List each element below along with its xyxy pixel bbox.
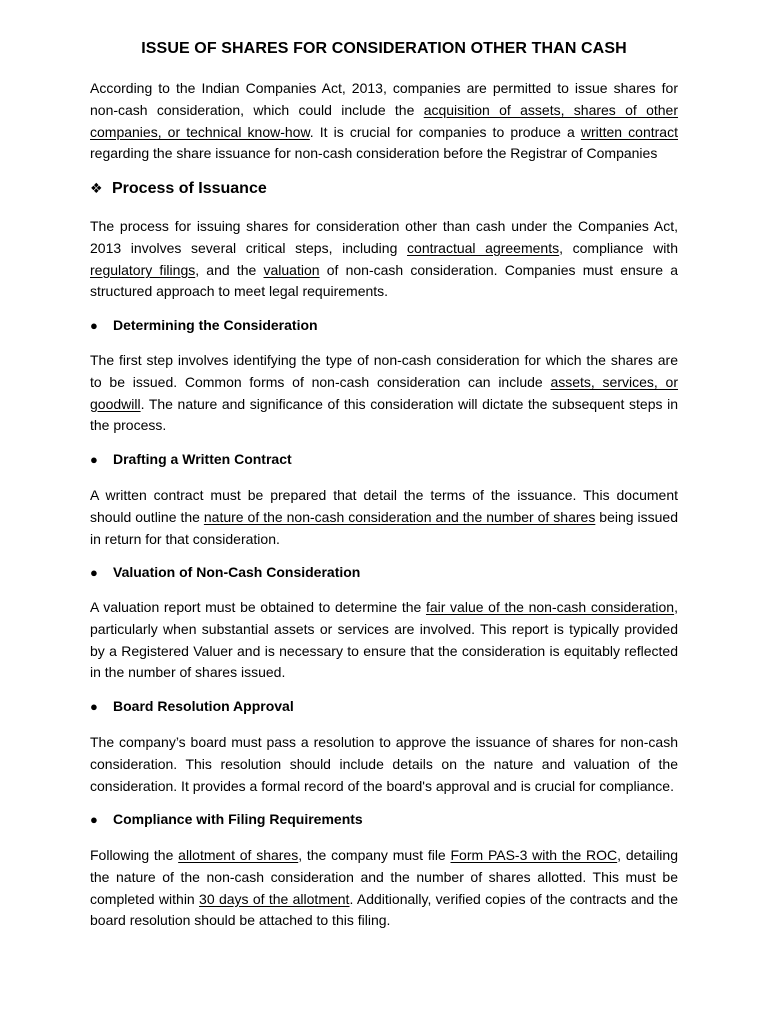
diamond-bullet-icon: ❖ xyxy=(90,180,103,196)
bullet-icon: ● xyxy=(90,318,98,333)
intro-paragraph: According to the Indian Companies Act, 2013, companies are permitted to issue shares for non-cash consideration, which could include the acquisition of assets, shares of other companies, or technical know-how. It is crucial for companies to produce a written contract regarding the share issuance for non-cash consideration before the Registrar of Companies xyxy=(90,80,679,162)
underlined-text: valuation xyxy=(263,261,320,278)
underlined-text: assets, services, or goodwill xyxy=(90,373,678,412)
valuation-paragraph: A valuation report must be obtained to determine the fair value of the non-cash consideration, particularly when substantial assets or services are involved. This report is typically provided by a Registered Valuer and is necessary to ensure that the consideration is equitably reflected in the number of shares issued. xyxy=(90,599,678,681)
bullet-icon: ● xyxy=(90,565,98,580)
drafting-paragraph: A written contract must be prepared that detail the terms of the issuance. This document should outline the nature of the non-cash consideration and the number of shares being issued in return for that consideration. xyxy=(90,487,678,547)
underlined-text: acquisition of assets, shares of other companies, or technical know-how xyxy=(90,101,679,140)
bullet-heading-valuation: ● Valuation of Non-Cash Consideration xyxy=(90,564,361,580)
underlined-text: fair value of the non-cash consideration xyxy=(425,599,675,615)
bullet-heading-board: ● Board Resolution Approval xyxy=(90,698,294,714)
determining-paragraph: The first step involves identifying the type of non-cash consideration for which the shares are to be issued. Common forms of non-cash consideration can include assets, services, or goodwill. The nature and significance of this consideration will dictate the subsequent steps in the process. xyxy=(90,352,678,434)
bullet-icon: ● xyxy=(90,699,98,714)
document-title: ISSUE OF SHARES FOR CONSIDERATION OTHER THAN CASH xyxy=(141,40,627,57)
bullet-icon: ● xyxy=(90,452,98,467)
underlined-text: allotment of shares xyxy=(178,847,299,863)
bullet-heading-drafting: ● Drafting a Written Contract xyxy=(90,451,292,467)
underlined-text: Form PAS-3 with the ROC xyxy=(450,847,618,863)
underlined-text: written contract xyxy=(580,123,678,140)
bullet-heading-determining: ● Determining the Consideration xyxy=(90,317,318,333)
bullet-icon: ● xyxy=(90,812,98,827)
section-heading-process: ❖ Process of Issuance xyxy=(90,180,267,197)
underlined-text: regulatory filings xyxy=(90,261,196,278)
underlined-text: contractual agreements xyxy=(407,239,560,256)
compliance-paragraph: Following the allotment of shares, the company must file Form PAS-3 with the ROC, detailing the nature of the non-cash consideration and the number of shares allotted. This must be completed within 30 days of the allotment. Additionally, verified copies of the contracts and the board resolution should be attached to this filing. xyxy=(90,847,678,929)
process-paragraph: The process for issuing shares for consideration other than cash under the Companies Act, 2013 involves several critical steps, including contractual agreements, compliance with regulatory filings, and the valuation of non-cash consideration. Companies must ensure a structured approach to meet legal requirements. xyxy=(90,218,679,300)
underlined-text: nature of the non-cash consideration and the number of shares xyxy=(203,508,596,525)
board-paragraph: The company’s board must pass a resolution to approve the issuance of shares for non-cash consideration. This resolution should include details on the nature and valuation of the consideration. It provides a formal record of the board's approval and is crucial for compliance. xyxy=(90,734,678,794)
bullet-heading-compliance: ● Compliance with Filing Requirements xyxy=(90,811,363,827)
underlined-text: 30 days of the allotment xyxy=(199,890,350,907)
